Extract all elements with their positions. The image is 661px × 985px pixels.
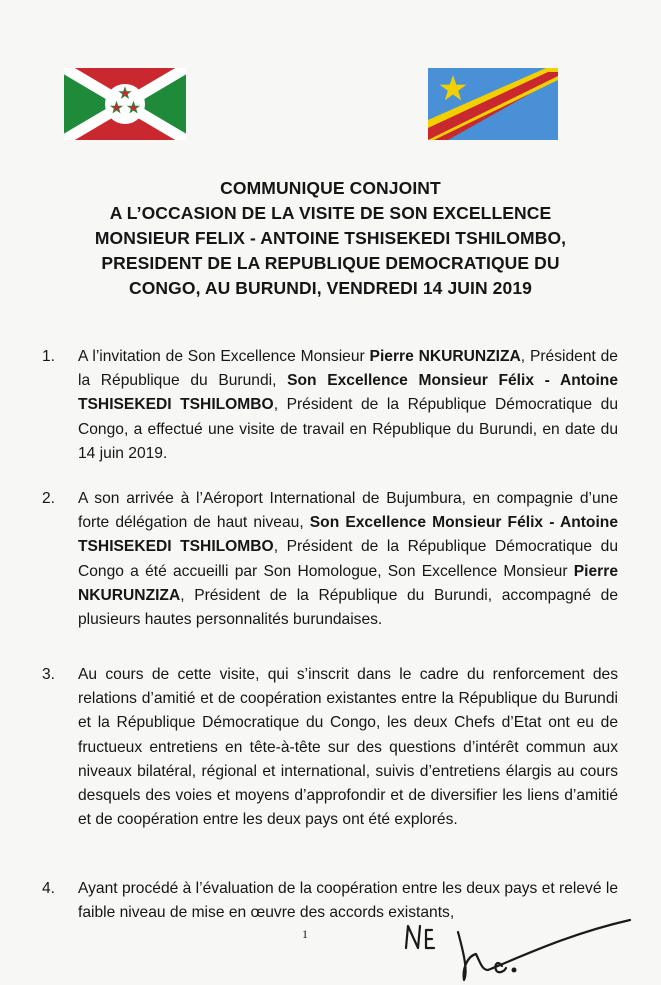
burundi-flag-icon [64,68,186,140]
title-line: A L’OCCASION DE LA VISITE DE SON EXCELLENCE [109,203,552,223]
paragraph-number: 2. [42,490,56,507]
text-run: A son arrivée à l’Aéroport International de Bujumbura, en compagnie d’une forte délégation de haut niveau, [78,490,618,532]
paragraph-3 [42,663,618,832]
drc-flag-icon [428,68,558,140]
text-run: Ayant procédé à l’évaluation de la coopération entre les deux pays et relevé le faible niveau de mise en œuvre des accords existants, [78,880,618,922]
text-run: , Président de la République du Burundi, accompagné de plusieurs hautes personnalités burundaises. [78,586,618,629]
text-run-bold: Pierre NKURUNZIZA [369,348,521,365]
text-run: A l’invitation de Son Excellence Monsieur [78,348,370,365]
paragraph-number: 3. [42,666,56,683]
communique-title [40,176,621,301]
text-run-bold: Pierre NKURUNZIZA [78,562,618,604]
paragraph-text [78,487,618,632]
paragraph-2 [42,487,618,632]
title-line: MONSIEUR FELIX - ANTOINE TSHISEKEDI TSHILOMBO, [94,228,567,248]
paragraph-number: 4. [42,880,56,897]
paragraph-text [78,345,618,466]
page-number: 1 [302,927,308,941]
text-run: , Président de la République Démocratique du Congo, a effectué une visite de travail en République du Burundi, en date du 14 juin 2019. [78,396,618,462]
text-run-bold: Son Excellence Monsieur Félix - Antoine TSHISEKEDI TSHILOMBO [78,514,618,556]
paragraph-text [78,663,618,832]
text-run: , Président de la République Démocratique du Congo a été accueilli par Son Homologue, Son Excellence Monsieur [78,538,618,580]
paragraph-1 [42,345,618,466]
text-run: Au cours de cette visite, qui s’inscrit dans le cadre du renforcement des relations d’amitié et de coopération existantes entre la République du Burundi et la République Démocratique du Congo, les deux Chefs d’Etat ont eu de fructueux entretiens en tête-à-tête sur des questions d’intérêt commun aux niveaux bilatéral, régional et international, suivis d’entretiens élargis au cours desquels des voies et moyens d’approfondir et de diversifier les liens d’amitié et de coopération entre les deux pays ont été explorés. [78,666,618,829]
handwritten-initials-icon [398,914,638,984]
title-line: CONGO, AU BURUNDI, VENDREDI 14 JUIN 2019 [128,278,533,298]
title-line: PRESIDENT DE LA REPUBLIQUE DEMOCRATIQUE DU [101,253,560,273]
paragraph-number: 1. [42,348,56,365]
text-run: , Président de la République du Burundi, [78,348,618,390]
title-line: COMMUNIQUE CONJOINT [220,178,441,198]
text-run-bold: Son Excellence Monsieur Félix - Antoine TSHISEKEDI TSHILOMBO [78,372,618,414]
